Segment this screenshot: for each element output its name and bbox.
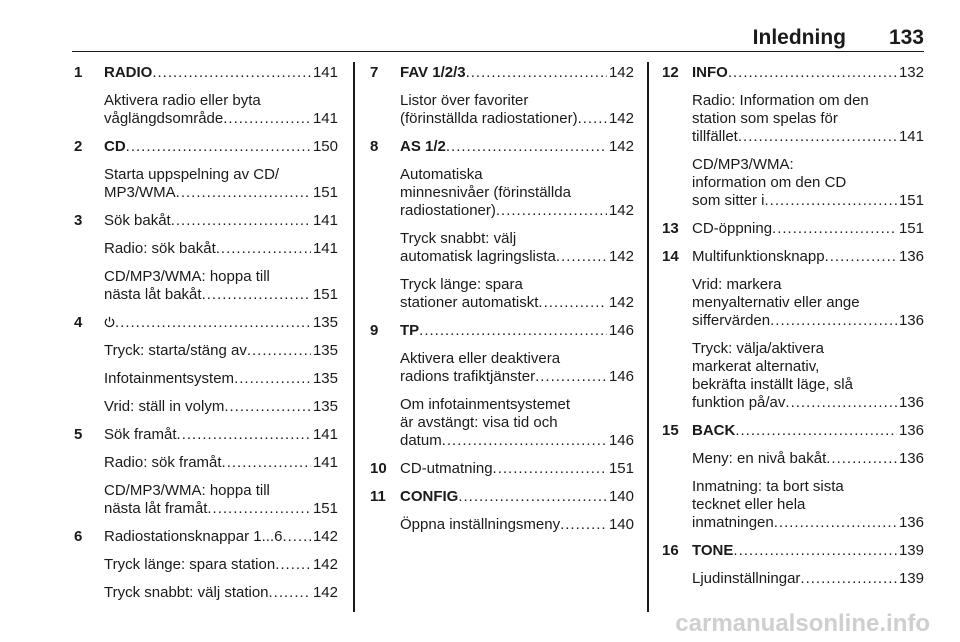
index-column-1 — [74, 64, 338, 602]
entry-number: 10 — [370, 460, 387, 477]
dot-leader — [275, 556, 311, 574]
entry-label: inmatningen — [692, 514, 774, 531]
index-entry — [370, 460, 634, 478]
page-reference: 146 — [608, 432, 634, 449]
dot-leader — [446, 138, 607, 156]
dot-leader — [770, 312, 897, 330]
entry-label: Tryck: starta/stäng av — [104, 342, 247, 359]
dot-leader — [171, 212, 311, 230]
dot-leader — [825, 248, 897, 266]
entry-toc-line — [104, 370, 338, 388]
entry-text-line: Automatiska — [400, 166, 483, 183]
dot-leader — [728, 64, 897, 82]
entry-body — [400, 322, 634, 340]
dot-leader — [419, 322, 607, 340]
dot-leader — [442, 432, 607, 450]
entry-number: 6 — [74, 528, 83, 545]
dot-leader — [535, 368, 607, 386]
page-reference: 136 — [898, 248, 924, 265]
page-reference: 141 — [312, 426, 338, 443]
page-reference: 141 — [312, 454, 338, 471]
entry-label: Meny: en nivå bakåt — [692, 450, 827, 467]
dot-leader — [115, 314, 311, 332]
entry-toc-line — [400, 460, 634, 478]
entry-label: Vrid: ställ in volym — [104, 398, 225, 415]
page-reference: 151 — [898, 192, 924, 209]
entry-text-line: Tryck: välja/aktivera — [692, 340, 824, 357]
entry-label: FAV 1/2/3 — [400, 64, 466, 81]
index-subentry — [74, 398, 338, 416]
dot-leader — [765, 192, 897, 210]
dot-leader — [176, 184, 311, 202]
index-entry — [74, 528, 338, 546]
dot-leader — [735, 422, 897, 440]
entry-toc-line — [400, 432, 634, 450]
entry-body — [104, 314, 338, 332]
entry-toc-line — [692, 570, 924, 588]
entry-toc-line — [400, 64, 634, 82]
entry-body — [692, 92, 924, 146]
page-reference: 136 — [898, 312, 924, 329]
entry-body — [104, 138, 338, 156]
entry-label: våglängdsområde — [104, 110, 224, 127]
entry-body — [104, 240, 338, 258]
entry-body — [692, 422, 924, 440]
index-column-3 — [662, 64, 924, 588]
entry-number: 4 — [74, 314, 83, 331]
page-reference: 150 — [312, 138, 338, 155]
entry-body — [692, 478, 924, 532]
entry-label: MP3/WMA — [104, 184, 176, 201]
page-reference: 139 — [898, 542, 924, 559]
entry-label: radions trafiktjänster — [400, 368, 536, 385]
entry-body — [400, 166, 634, 220]
entry-text-line: Starta uppspelning av CD/ — [104, 166, 280, 183]
page-reference: 142 — [312, 556, 338, 573]
page-reference: 142 — [608, 110, 634, 127]
entry-body — [692, 156, 924, 210]
entry-label: Infotainmentsystem — [104, 370, 235, 387]
dot-leader — [234, 370, 311, 388]
page-reference: 151 — [608, 460, 634, 477]
entry-label: nästa låt framåt — [104, 500, 208, 517]
entry-text-line: minnesnivåer (förinställda — [400, 184, 571, 201]
entry-body — [692, 220, 924, 238]
index-subentry — [662, 156, 924, 210]
entry-toc-line — [104, 110, 338, 128]
entry-body — [400, 138, 634, 156]
entry-body — [104, 398, 338, 416]
entry-toc-line — [104, 184, 338, 202]
dot-leader — [458, 488, 607, 506]
index-entry — [74, 314, 338, 332]
page-reference: 135 — [312, 342, 338, 359]
entry-toc-line — [692, 394, 924, 412]
entry-label: Sök bakåt — [104, 212, 171, 229]
index-subentry — [370, 230, 634, 266]
entry-body — [400, 350, 634, 386]
index-subentry — [74, 342, 338, 360]
index-subentry — [74, 240, 338, 258]
entry-body — [104, 64, 338, 82]
dot-leader — [152, 64, 311, 82]
entry-toc-line — [104, 240, 338, 258]
entry-body — [104, 426, 338, 444]
page-reference: 146 — [608, 322, 634, 339]
entry-toc-line — [400, 138, 634, 156]
entry-label: CD-utmatning — [400, 460, 493, 477]
dot-leader — [800, 570, 897, 588]
page-reference: 135 — [312, 398, 338, 415]
page-reference: 142 — [312, 584, 338, 601]
page-reference: 142 — [608, 294, 634, 311]
entry-toc-line — [692, 64, 924, 82]
column-divider — [353, 62, 355, 612]
entry-toc-line — [104, 584, 338, 602]
entry-text-line: Tryck länge: spara — [400, 276, 523, 293]
index-entry — [662, 422, 924, 440]
entry-toc-line — [692, 514, 924, 532]
index-entry — [370, 138, 634, 156]
page-reference: 141 — [312, 110, 338, 127]
entry-body — [104, 370, 338, 388]
entry-body — [104, 482, 338, 518]
index-entry — [370, 64, 634, 82]
index-entry — [662, 542, 924, 560]
entry-number: 9 — [370, 322, 379, 339]
index-subentry — [74, 92, 338, 128]
entry-body — [104, 342, 338, 360]
index-subentry — [662, 478, 924, 532]
entry-text-line: Inmatning: ta bort sista — [692, 478, 844, 495]
page-reference: 151 — [312, 500, 338, 517]
entry-toc-line — [104, 342, 338, 360]
entry-text-line: bekräfta inställt läge, slå — [692, 376, 853, 393]
entry-text-line: Aktivera eller deaktivera — [400, 350, 561, 367]
entry-body — [400, 64, 634, 82]
dot-leader — [738, 128, 897, 146]
entry-text-line: CD/MP3/WMA: — [692, 156, 794, 173]
entry-toc-line — [692, 422, 924, 440]
entry-toc-line — [104, 454, 338, 472]
entry-label: datum — [400, 432, 442, 449]
entry-number: 15 — [662, 422, 679, 439]
entry-toc-line — [400, 488, 634, 506]
column-divider — [647, 62, 649, 612]
entry-toc-line — [400, 202, 634, 220]
entry-number: 11 — [370, 488, 386, 505]
page-reference: 142 — [608, 138, 634, 155]
entry-label: TP — [400, 322, 420, 339]
entry-toc-line — [692, 450, 924, 468]
entry-label: siffervärden — [692, 312, 771, 329]
entry-label: Ljudinställningar — [692, 570, 801, 587]
index-subentry — [74, 584, 338, 602]
entry-number: 7 — [370, 64, 379, 81]
dot-leader — [826, 450, 897, 468]
page-reference: 136 — [898, 422, 924, 439]
dot-leader — [207, 500, 311, 518]
entry-body — [104, 212, 338, 230]
page-reference: 139 — [898, 570, 924, 587]
index-subentry — [662, 276, 924, 330]
index-subentry — [74, 370, 338, 388]
entry-body — [104, 92, 338, 128]
entry-toc-line — [104, 426, 338, 444]
index-entry — [370, 488, 634, 506]
entry-toc-line — [104, 556, 338, 574]
dot-leader — [269, 584, 311, 602]
page-reference: 151 — [312, 286, 338, 303]
dot-leader — [177, 426, 311, 444]
index-entry — [662, 64, 924, 82]
entry-toc-line — [104, 138, 338, 156]
page-reference: 142 — [608, 202, 634, 219]
entry-number: 16 — [662, 542, 679, 559]
entry-toc-line — [692, 542, 924, 560]
entry-body — [104, 584, 338, 602]
entry-label: TONE — [692, 542, 734, 559]
entry-label: automatisk lagringslista — [400, 248, 556, 265]
entry-label: Radiostationsknappar 1...6 — [104, 528, 283, 545]
entry-body — [104, 454, 338, 472]
page-reference: 151 — [312, 184, 338, 201]
index-column-2 — [370, 64, 634, 534]
entry-label: CD-öppning — [692, 220, 773, 237]
dot-leader — [493, 460, 607, 478]
entry-body — [692, 276, 924, 330]
entry-label: funktion på/av — [692, 394, 786, 411]
entry-body — [400, 516, 634, 534]
page-reference: 142 — [608, 64, 634, 81]
page-reference: 140 — [608, 488, 634, 505]
entry-toc-line — [692, 312, 924, 330]
page-reference: 136 — [898, 514, 924, 531]
entry-text-line: station som spelas för — [692, 110, 838, 127]
index-entry — [662, 248, 924, 266]
entry-label: INFO — [692, 64, 728, 81]
entry-body — [692, 542, 924, 560]
entry-number: 2 — [74, 138, 83, 155]
entry-number: 5 — [74, 426, 83, 443]
page-reference: 141 — [898, 128, 924, 145]
power-icon — [104, 314, 115, 332]
page-reference: 141 — [312, 240, 338, 257]
dot-leader — [578, 110, 607, 128]
entry-toc-line — [400, 110, 634, 128]
index-subentry — [662, 340, 924, 412]
entry-number: 13 — [662, 220, 679, 237]
entry-text-line: information om den CD — [692, 174, 847, 191]
page-header — [72, 24, 924, 52]
entry-toc-line — [104, 64, 338, 82]
page-reference: 142 — [608, 248, 634, 265]
entry-body — [104, 268, 338, 304]
entry-number: 14 — [662, 248, 679, 265]
index-subentry — [370, 92, 634, 128]
entry-text-line: Radio: Information om den — [692, 92, 869, 109]
page-reference: 142 — [312, 528, 338, 545]
index-entry — [662, 220, 924, 238]
entry-body — [400, 230, 634, 266]
page-reference: 136 — [898, 450, 924, 467]
entry-toc-line — [692, 248, 924, 266]
entry-toc-line — [400, 322, 634, 340]
index-subentry — [662, 570, 924, 588]
entry-body — [400, 460, 634, 478]
dot-leader — [222, 454, 311, 472]
index-entry — [370, 322, 634, 340]
entry-body — [400, 488, 634, 506]
dot-leader — [466, 64, 607, 82]
page-reference: 132 — [898, 64, 924, 81]
entry-label: AS 1/2 — [400, 138, 446, 155]
watermark: carmanualsonline.info — [675, 610, 930, 637]
entry-label: Tryck länge: spara station — [104, 556, 276, 573]
dot-leader — [560, 516, 607, 534]
index-subentry — [74, 268, 338, 304]
dot-leader — [282, 528, 311, 546]
entry-label: radiostationer) — [400, 202, 496, 219]
entry-label: nästa låt bakåt — [104, 286, 202, 303]
entry-label: Multifunktionsknapp — [692, 248, 825, 265]
page-reference: 141 — [312, 64, 338, 81]
entry-toc-line — [692, 128, 924, 146]
entry-text-line: Tryck snabbt: välj — [400, 230, 517, 247]
entry-toc-line — [400, 294, 634, 312]
index-subentry — [370, 396, 634, 450]
index-entry — [74, 212, 338, 230]
dot-leader — [224, 398, 311, 416]
entry-label: Öppna inställningsmeny — [400, 516, 561, 533]
entry-body — [692, 340, 924, 412]
entry-body — [400, 396, 634, 450]
entry-text-line: Listor över favoriter — [400, 92, 529, 109]
dot-leader — [216, 240, 311, 258]
index-subentry — [74, 482, 338, 518]
entry-number: 8 — [370, 138, 379, 155]
index-subentry — [74, 166, 338, 202]
entry-number: 1 — [74, 64, 83, 81]
entry-label: RADIO — [104, 64, 153, 81]
entry-toc-line — [104, 212, 338, 230]
page-reference: 136 — [898, 394, 924, 411]
entry-label: Radio: sök framåt — [104, 454, 222, 471]
dot-leader — [126, 138, 311, 156]
entry-text-line: CD/MP3/WMA: hoppa till — [104, 268, 270, 285]
entry-text-line: markerat alternativ, — [692, 358, 820, 375]
entry-number: 3 — [74, 212, 83, 229]
entry-toc-line — [400, 368, 634, 386]
dot-leader — [733, 542, 897, 560]
entry-body — [104, 528, 338, 546]
dot-leader — [538, 294, 607, 312]
entry-body — [692, 64, 924, 82]
entry-body — [104, 556, 338, 574]
index-entry — [74, 426, 338, 444]
entry-toc-line — [400, 516, 634, 534]
index-subentry — [370, 276, 634, 312]
entry-label: BACK — [692, 422, 736, 439]
entry-toc-line — [104, 286, 338, 304]
entry-number: 12 — [662, 64, 679, 81]
entry-body — [400, 276, 634, 312]
entry-label: Radio: sök bakåt — [104, 240, 216, 257]
entry-label: tillfället — [692, 128, 738, 145]
entry-label: CD — [104, 138, 126, 155]
dot-leader — [785, 394, 897, 412]
entry-text-line: är avstängt: visa tid och — [400, 414, 558, 431]
index-subentry — [662, 450, 924, 468]
entry-text-line: Vrid: markera — [692, 276, 782, 293]
entry-toc-line — [692, 220, 924, 238]
index-subentry — [370, 166, 634, 220]
entry-text-line: Om infotainmentsystemet — [400, 396, 571, 413]
entry-toc-line — [104, 314, 338, 332]
section-title: Inledning — [752, 26, 846, 49]
page-reference: 141 — [312, 212, 338, 229]
entry-body — [692, 450, 924, 468]
page-reference: 135 — [312, 370, 338, 387]
page-number: 133 — [888, 26, 924, 49]
entry-label: (förinställda radiostationer) — [400, 110, 578, 127]
entry-text-line: Aktivera radio eller byta — [104, 92, 261, 109]
entry-label: Tryck snabbt: välj station — [104, 584, 269, 601]
entry-text-line: CD/MP3/WMA: hoppa till — [104, 482, 270, 499]
entry-toc-line — [400, 248, 634, 266]
index-subentry — [370, 516, 634, 534]
dot-leader — [202, 286, 311, 304]
entry-text-line: tecknet eller hela — [692, 496, 806, 513]
index-subentry — [370, 350, 634, 386]
dot-leader — [774, 514, 897, 532]
index-entry — [74, 138, 338, 156]
index-subentry — [74, 454, 338, 472]
index-entry — [74, 64, 338, 82]
entry-label: stationer automatiskt — [400, 294, 539, 311]
entry-body — [104, 166, 338, 202]
dot-leader — [247, 342, 311, 360]
entry-toc-line — [104, 398, 338, 416]
page-reference: 146 — [608, 368, 634, 385]
dot-leader — [496, 202, 607, 220]
entry-toc-line — [104, 528, 338, 546]
index-subentry — [74, 556, 338, 574]
entry-label: CONFIG — [400, 488, 459, 505]
entry-text-line: menyalternativ eller ange — [692, 294, 860, 311]
dot-leader — [223, 110, 311, 128]
entry-label: Sök framåt — [104, 426, 177, 443]
page-reference: 135 — [312, 314, 338, 331]
entry-body — [692, 248, 924, 266]
entry-body — [692, 570, 924, 588]
entry-toc-line — [692, 192, 924, 210]
dot-leader — [556, 248, 607, 266]
entry-toc-line — [104, 500, 338, 518]
dot-leader — [772, 220, 897, 238]
page-reference: 151 — [898, 220, 924, 237]
entry-label: som sitter i — [692, 192, 765, 209]
index-subentry — [662, 92, 924, 146]
entry-body — [400, 92, 634, 128]
page-reference: 140 — [608, 516, 634, 533]
